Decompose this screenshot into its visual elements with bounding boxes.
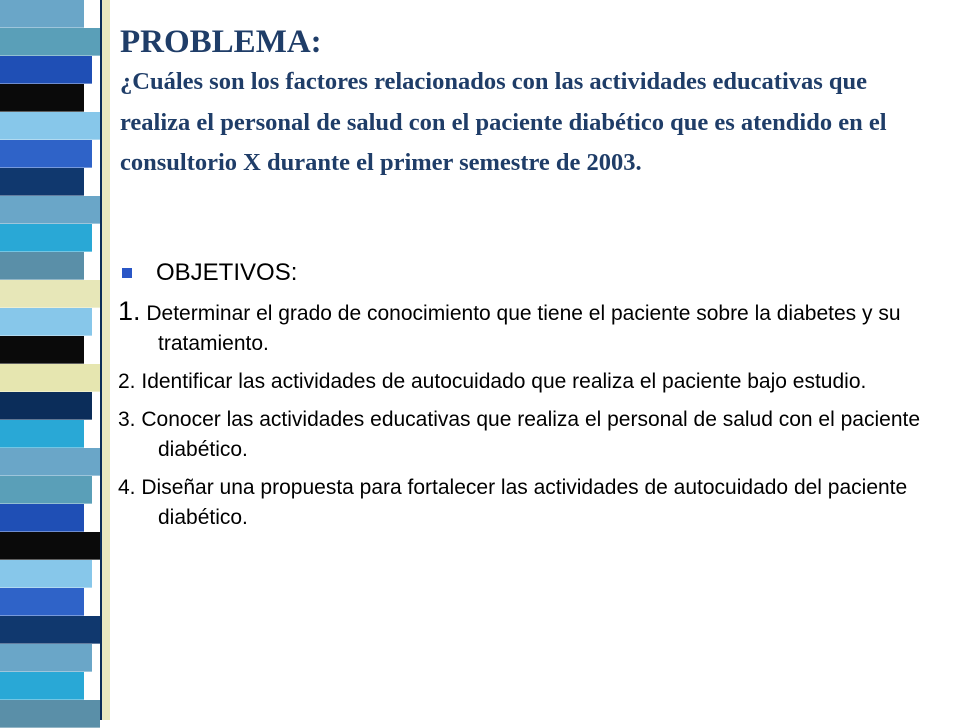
stripe-segment <box>0 448 100 476</box>
objective-item-2 <box>118 367 928 397</box>
objective-text: Determinar el grado de conocimiento que tiene el paciente sobre la diabetes y su tratamiento. <box>146 302 901 355</box>
objective-number: 2. <box>118 370 136 393</box>
stripe-segment <box>0 56 92 84</box>
stripe-segment <box>0 476 92 504</box>
objective-item-1 <box>118 296 928 359</box>
objective-number: 4. <box>118 476 136 499</box>
objectives-heading-row <box>118 256 928 290</box>
slide-header <box>120 22 940 184</box>
objective-number: 1. <box>118 296 141 326</box>
objectives-section <box>118 256 928 541</box>
stripe-segment <box>0 28 100 56</box>
stripe-segment <box>0 560 92 588</box>
stripe-segment <box>0 420 84 448</box>
objectives-heading: OBJETIVOS: <box>156 259 298 286</box>
objective-text: Diseñar una propuesta para fortalecer las actividades de autocuidado del paciente diabético. <box>141 476 908 529</box>
stripe-segment <box>0 168 84 196</box>
stripe-segment <box>0 280 100 308</box>
objective-item-4 <box>118 473 928 533</box>
stripe-segment <box>0 392 92 420</box>
objective-text: Identificar las actividades de autocuidado que realiza el paciente bajo estudio. <box>141 370 867 393</box>
stripe-segment <box>0 196 100 224</box>
stripe-segment <box>0 308 92 336</box>
stripe-segment <box>0 84 84 112</box>
stripe-segment <box>0 588 84 616</box>
stripe-segment <box>0 224 92 252</box>
objective-number: 3. <box>118 408 136 431</box>
stripe-segment <box>0 364 100 392</box>
stripe-segment <box>0 0 84 28</box>
stripe-segment <box>0 504 84 532</box>
stripe-segment <box>0 644 92 672</box>
objective-item-3 <box>118 405 928 465</box>
stripe-segment <box>0 616 100 644</box>
stripe-segment <box>0 252 84 280</box>
decorative-stripe-bar <box>0 0 108 720</box>
objective-text: Conocer las actividades educativas que realiza el personal de salud con el paciente diabético. <box>141 408 921 461</box>
stripe-segment <box>0 112 100 140</box>
stripe-segment <box>0 700 100 728</box>
research-question: ¿Cuáles son los factores relacionados con las actividades educativas que realiza el personal de salud con el paciente diabético que es atendido en el consultorio X durante el primer semestre de 2003. <box>120 68 887 176</box>
stripe-segment <box>0 672 84 700</box>
stripe-segment <box>0 532 100 560</box>
stripe-segment <box>0 140 92 168</box>
square-bullet-icon <box>122 268 132 278</box>
stripe-edge-line <box>100 0 110 720</box>
stripe-segment <box>0 336 84 364</box>
slide-title: PROBLEMA: <box>120 24 322 60</box>
